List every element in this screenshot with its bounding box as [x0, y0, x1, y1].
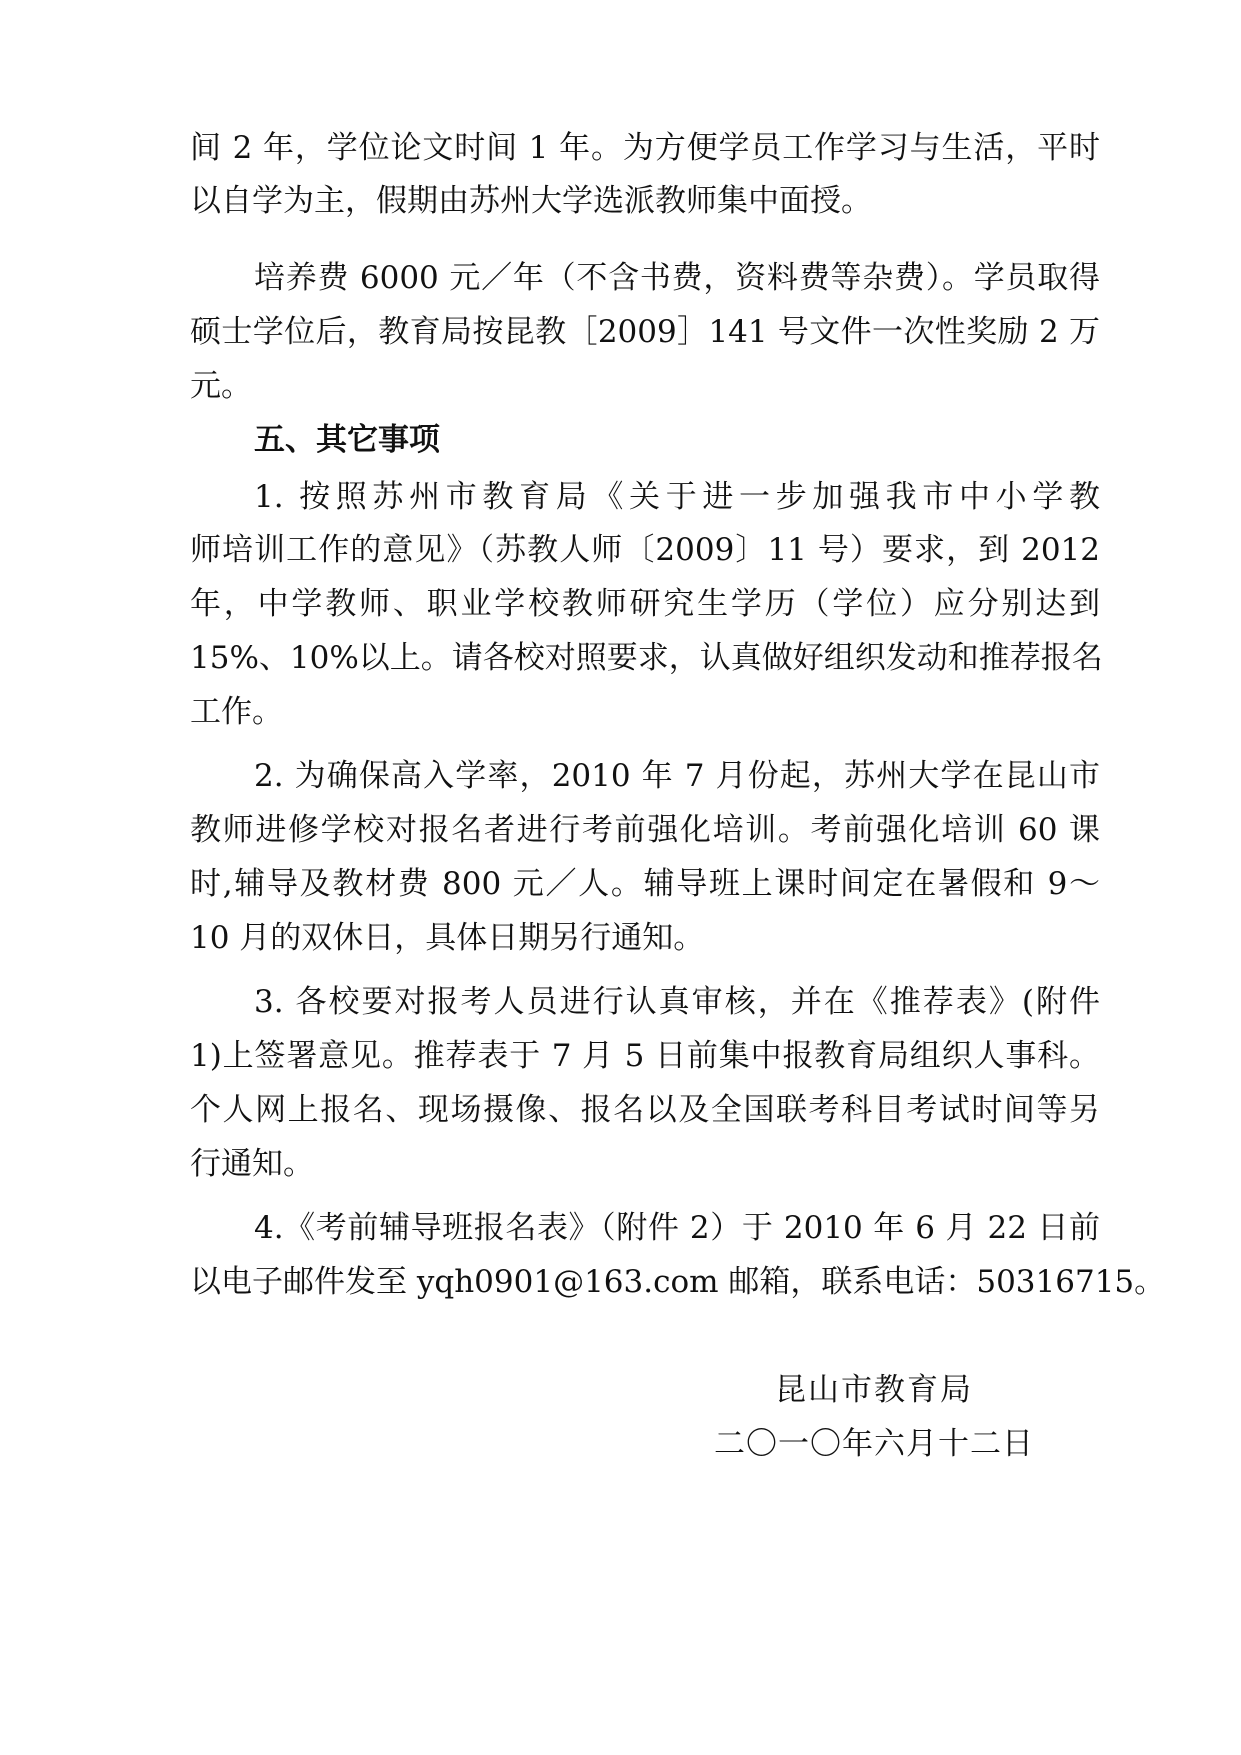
paragraph-first-line: 培养费 6000 元／年（不含书费，资料费等杂费）。学员取得	[254, 260, 1100, 296]
text-line: 时,辅导及教材费 800 元／人。辅导班上课时间定在暑假和 9～	[190, 866, 1100, 902]
text-line: 以电子邮件发至 yqh0901@163.com 邮箱，联系电话：50316715。	[190, 1264, 1166, 1300]
text-line: 10 月的双休日，具体日期另行通知。	[190, 920, 705, 956]
text-line: 1)上签署意见。推荐表于 7 月 5 日前集中报教育局组织人事科。	[190, 1038, 1100, 1074]
text-line: 个人网上报名、现场摄像、报名以及全国联考科目考试时间等另	[190, 1092, 1100, 1128]
paragraph-first-line: 2. 为确保高入学率，2010 年 7 月份起，苏州大学在昆山市	[254, 758, 1100, 794]
text-line: 以自学为主，假期由苏州大学选派教师集中面授。	[190, 183, 872, 219]
paragraph-first-line: 4.《考前辅导班报名表》（附件 2）于 2010 年 6 月 22 日前	[254, 1210, 1100, 1246]
signature-date: 二〇一〇年六月十二日	[714, 1426, 1034, 1462]
text-line: 15%、10%以上。请各校对照要求，认真做好组织发动和推荐报名	[190, 640, 1103, 676]
text-line: 年，中学教师、职业学校教师研究生学历（学位）应分别达到	[190, 586, 1100, 622]
text-line: 工作。	[190, 694, 283, 730]
text-line: 行通知。	[190, 1146, 314, 1182]
section-heading: 五、其它事项	[254, 422, 440, 458]
paragraph-first-line: 1. 按照苏州市教育局《关于进一步加强我市中小学教	[254, 479, 1100, 515]
text-line: 硕士学位后，教育局按昆教［2009］141 号文件一次性奖励 2 万	[190, 314, 1100, 350]
text-line: 教师进修学校对报名者进行考前强化培训。考前强化培训 60 课	[190, 812, 1100, 848]
text-line: 间 2 年，学位论文时间 1 年。为方便学员工作学习与生活，平时	[190, 130, 1100, 166]
signature-organization: 昆山市教育局	[775, 1372, 973, 1408]
text-line: 元。	[190, 368, 252, 404]
paragraph-first-line: 3. 各校要对报考人员进行认真审核，并在《推荐表》(附件	[254, 984, 1100, 1020]
text-line: 师培训工作的意见》（苏教人师〔2009〕11 号）要求，到 2012	[190, 532, 1100, 568]
